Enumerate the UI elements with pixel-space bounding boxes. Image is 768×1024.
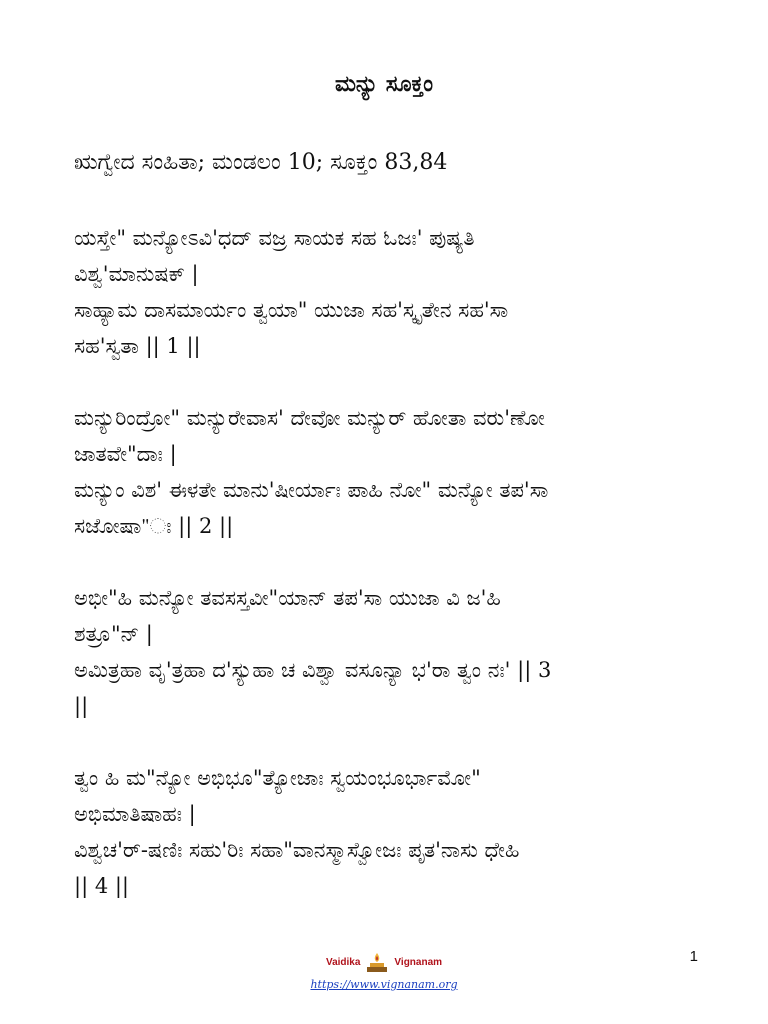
subtitle: ಋಗ್ವೇದ ಸಂಹಿತಾ; ಮಂಡಲಂ 10; ಸೂಕ್ತಂ 83,84 <box>74 150 448 175</box>
verse-line: || <box>74 694 89 718</box>
footer <box>0 950 768 991</box>
verse-line: ಅಭಿಮಾತಿಷಾಹಃ | <box>74 802 196 826</box>
verse-line: ಸಹ'ಸ್ವತಾ || 1 || <box>74 334 201 358</box>
verse-line: ಮನ್ಯುಂ ವಿಶ' ಈಳತೇ ಮಾನು'ಷೀರ್ಯಾಃ ಪಾಹಿ ನೋ" ಮನ್ಯೋ ತಪ'ಸಾ <box>74 478 549 502</box>
verse-line: ತ್ವಂ ಹಿ ಮ"ನ್ಯೋ ಅಭಿಭೂ"ತ್ಯೋಜಾಃ ಸ್ವಯಂಭೂರ್ಭಾಮೋ" <box>74 766 481 790</box>
verse-line: ವಿಶ್ವ'ಮಾನುಷಕ್ | <box>74 262 199 286</box>
page-number: 1 <box>689 948 698 965</box>
verse-line: ಅಭೀ"ಹಿ ಮನ್ಯೋ ತವಸಸ್ತವೀ"ಯಾನ್ ತಪ'ಸಾ ಯುಜಾ ವಿ ಜ'ಹಿ <box>74 586 501 610</box>
verse-line: ಶತ್ರೂ"ನ್ | <box>74 622 153 646</box>
logo-text-vignanam: Vignanam <box>394 957 443 968</box>
verses <box>74 220 704 940</box>
verse-line: ವಿಶ್ವಚ'ರ್-ಷಣಿಃ ಸಹು'ರಿಃ ಸಹಾ"ವಾನಸ್ಮಾಸ್ವೋಜಃ ಪೃತ'ನಾಸು ಧೇಹಿ <box>74 838 520 862</box>
verse-4 <box>74 760 704 904</box>
lamp-logo-icon <box>364 952 390 974</box>
verse-line: ಸಾಹ್ಯಾಮ ದಾಸಮಾರ್ಯಂ ತ್ವಯಾ" ಯುಜಾ ಸಹ'ಸ್ಕೃತೇನ ಸಹ'ಸಾ <box>74 298 509 322</box>
verse-line: ಅಮಿತ್ರಹಾ ವೃ'ತ್ರಹಾ ದ'ಸ್ಯುಹಾ ಚ ವಿಶ್ವಾ ವಸೂನ್ಯಾ ಭ'ರಾ ತ್ವಂ ನಃ' || 3 <box>74 658 552 682</box>
verse-line: ಸಜೋಷಾ"ಃ || 2 || <box>74 514 234 538</box>
verse-2 <box>74 400 704 544</box>
site-logo[interactable] <box>326 952 442 974</box>
verse-line: ಮನ್ಯುರಿಂದ್ರೋ" ಮನ್ಯುರೇವಾಸ' ದೇವೋ ಮನ್ಯುರ್ ಹೋತಾ ವರು'ಣೋ <box>74 406 545 430</box>
verse-line: || 4 || <box>74 874 130 898</box>
verse-line: ಜಾತವೇ"ದಾಃ | <box>74 442 177 466</box>
verse-1 <box>74 220 704 364</box>
verse-line: ಯಸ್ತೇ" ಮನ್ಯೋಽವಿ'ಧದ್ ವಜ್ರ ಸಾಯಕ ಸಹ ಓಜಃ' ಪುಷ್ಯತಿ <box>74 226 475 250</box>
website-link[interactable]: https://www.vignanam.org <box>310 977 458 991</box>
page-title: ಮನ್ಯು ಸೂಕ್ತಂ <box>334 72 434 97</box>
verse-3 <box>74 580 704 724</box>
logo-text-vaidika: Vaidika <box>325 957 361 968</box>
